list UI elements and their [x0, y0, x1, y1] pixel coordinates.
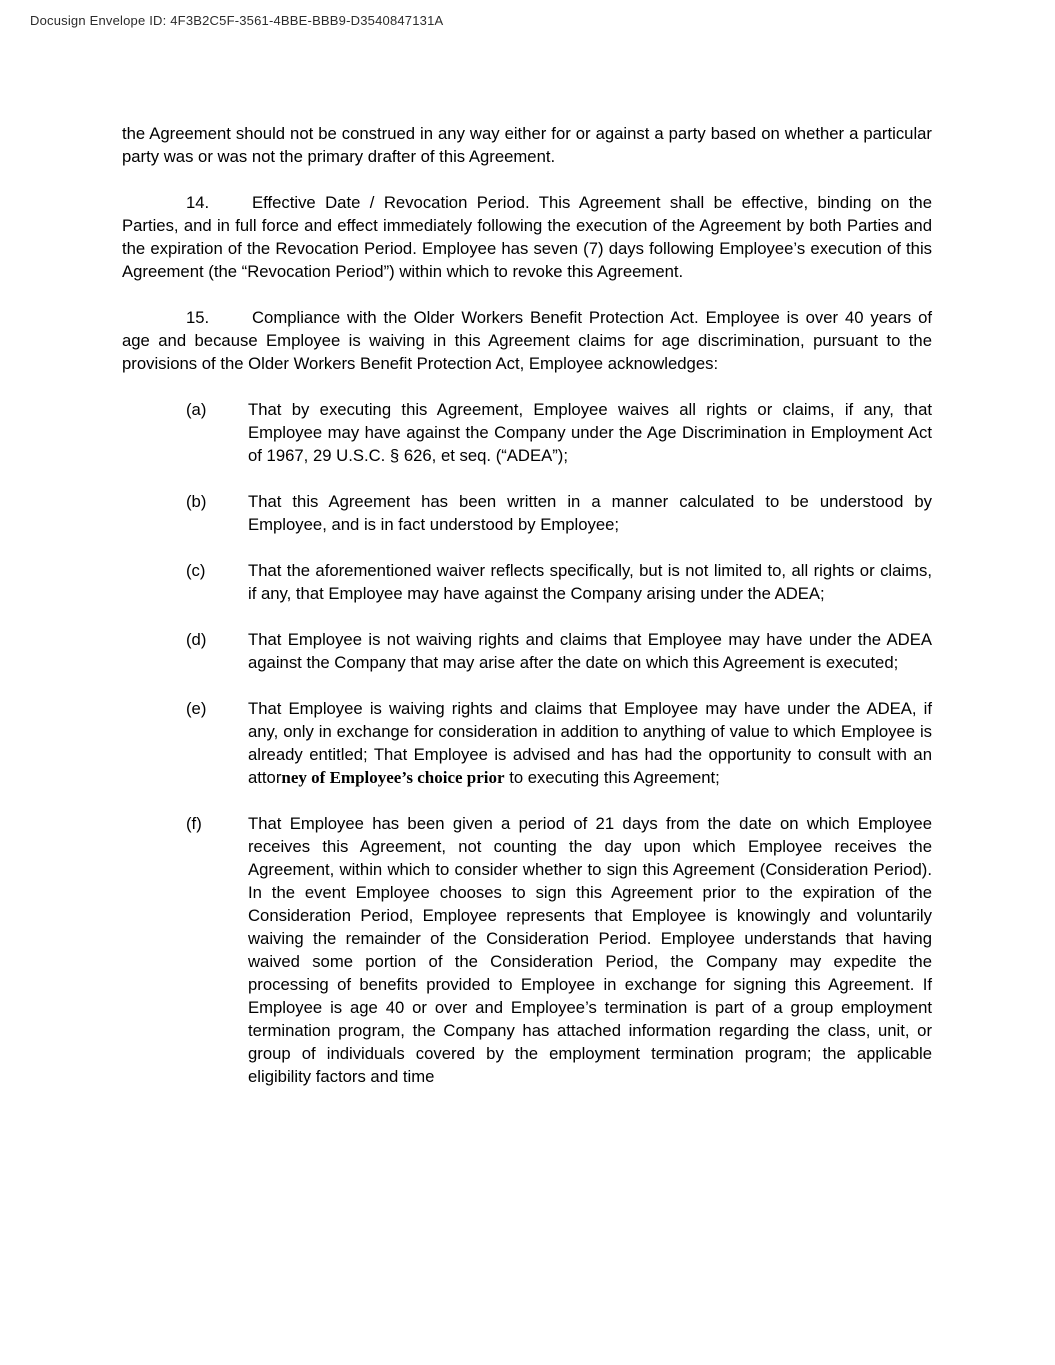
- list-item-b-text: That this Agreement has been written in a manner calculated to be understood by Employee, and is in fact understood by Employee;: [248, 492, 932, 534]
- paragraph-intro: the Agreement should not be construed in any way either for or against a party based on whether a particular party was or was not the primary drafter of this Agreement.: [122, 124, 932, 166]
- list-item-a: [186, 398, 932, 467]
- section-15-text: Compliance with the Older Workers Benefit Protection Act. Employee is over 40 years of age and because Employee is waiving in this Agreement claims for age discrimination, pursuant to the provisions of the Older Workers Benefit Protection Act, Employee acknowledges:: [122, 308, 932, 373]
- list-item-e-text-tail: to executing this Agreement;: [504, 768, 720, 787]
- list-item-f-letter: (f): [186, 814, 202, 833]
- list-item-d: [186, 628, 932, 674]
- list-item-a-letter: (a): [186, 400, 207, 419]
- list-item-d-letter: (d): [186, 630, 207, 649]
- section-14-text: Effective Date / Revocation Period. This Agreement shall be effective, binding on the Parties, and in full force and effect immediately following the execution of the Agreement by both Parties and the expiration of the Revocation Period. Employee has seven (7) days following Employee’s execution of this Agreement (the “Revocation Period”) within which to revoke this Agreement.: [122, 193, 932, 281]
- list-item-c-text: That the aforementioned waiver reflects specifically, but is not limited to, all rights or claims, if any, that Employee may have against the Company arising under the ADEA;: [248, 561, 932, 603]
- list-item-e-text-normal: That Employee is waiving rights and claims that Employee may have under the ADEA, if any, only in exchange for consideration in addition to anything of value to which Employee is already entitled; That Employee is advised and has had the opportunity to consult with an attor: [248, 699, 932, 787]
- list-item-b: [186, 490, 932, 536]
- list-item-a-text: That by executing this Agreement, Employee waives all rights or claims, if any, that Employee may have against the Company under the Age Discrimination in Employment Act of 1967, 29 U.S.C. § 626, et seq. (“ADEA”);: [248, 400, 932, 465]
- list-item-f: [186, 812, 932, 1088]
- list-item-e-letter: (e): [186, 699, 207, 718]
- list-item-d-text: That Employee is not waiving rights and claims that Employee may have under the ADEA against the Company that may arise after the date on which this Agreement is executed;: [248, 630, 932, 672]
- document-body: [122, 122, 932, 1088]
- docusign-envelope-id: Docusign Envelope ID: 4F3B2C5F-3561-4BBE-BBB9-D3540847131A: [30, 13, 444, 28]
- list-item-e-text: [248, 697, 932, 789]
- list-item-e-bold-serif-phrase: ney of Employee’s choice prior: [281, 768, 505, 787]
- list-item-b-letter: (b): [186, 492, 207, 511]
- section-15: [122, 306, 932, 375]
- list-item-c: [186, 559, 932, 605]
- list-item-f-text: That Employee has been given a period of 21 days from the date on which Employee receives this Agreement, not counting the day upon which Employee receives the Agreement, within which to consider whether to sign this Agreement (Consideration Period). In the event Employee chooses to sign this Agreement prior to the expiration of the Consideration Period, Employee represents that Employee is knowingly and voluntarily waiving the remainder of the Consideration Period. Employee understands that having waived some portion of the Consideration Period, the Company may expedite the processing of benefits provided to Employee in exchange for signing this Agreement. If Employee is age 40 or over and Employee’s termination is part of a group employment termination program, the Company has attached information regarding the class, unit, or group of individuals covered by the employment termination program; the applicable eligibility factors and time: [248, 814, 932, 1086]
- section-14-number: 14.: [186, 193, 210, 212]
- section-15-number: 15.: [186, 308, 210, 327]
- section-14: [122, 191, 932, 283]
- list-item-e: [186, 697, 932, 789]
- list-item-c-letter: (c): [186, 561, 206, 580]
